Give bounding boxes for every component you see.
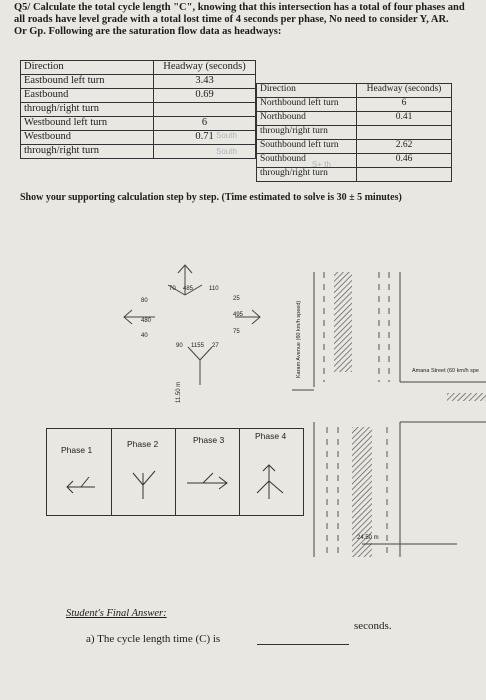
answer-line: a) The cycle length time (C) is [86,633,221,645]
cell-dir: through/right turn [21,103,154,117]
cell-dir: through/right turn [257,126,357,140]
road-plan [292,272,486,557]
vol-s-through: 1155 [191,343,204,349]
cell-val: 3.43 [154,75,256,89]
handwritten-note: South [216,147,237,156]
vol-w-mid: 480 [141,318,152,324]
phase-1-label: Phase 1 [61,445,93,455]
col-direction: Direction [21,61,154,75]
cell-dir: Westbound left turn [21,117,154,131]
vol-s-right: 27 [212,343,219,349]
phase-diagram [46,428,304,516]
answer-title: Student's Final Answer: [66,608,167,619]
cell-val: 2.62 [357,140,452,154]
headway-table-left [20,60,256,159]
cell-dir: Northbound left turn [257,98,357,112]
phase-2-label: Phase 2 [127,439,159,449]
instruction-text: Show your supporting calculation step by step. (Time estimated to solve is 30 ± 5 minutes) [20,192,402,203]
cell-dir: Westbound [21,131,154,145]
cell-val: 6 [154,117,256,131]
handwritten-note: South [216,131,237,140]
phase-arrows [47,429,303,515]
vol-e-top: 25 [233,296,240,302]
vol-w-top: 80 [141,298,148,304]
cell-dir: Eastbound left turn [21,75,154,89]
headway-table-right [256,83,452,182]
cell-dir: through/right turn [257,168,357,182]
avenue-label: Karam Avenue (60 km/h speed) [296,300,302,378]
width-horizontal: 24.50 m [357,535,379,541]
vol-n-through: 485 [183,286,194,292]
vol-e-mid: 495 [233,312,244,318]
cell-dir: Southbound [257,154,357,168]
answer-blank[interactable] [257,644,349,645]
vol-w-bot: 40 [141,333,148,339]
phase-3-label: Phase 3 [193,435,225,445]
vol-n-left: 70 [169,286,176,292]
col-headway: Headway (seconds) [154,61,256,75]
answer-unit: seconds. [354,620,392,632]
cell-val: 0.46 [357,154,452,168]
cell-dir: Southbound left turn [257,140,357,154]
question-line-2: all roads have level grade with a total lost time of 4 seconds per phase, No need to consider Y, AR. [14,14,449,25]
phase-4-label: Phase 4 [255,431,287,441]
cell-val: 0.71 [154,131,256,145]
col-direction: Direction [257,84,357,98]
vol-n-right: 110 [209,286,219,292]
street-label: Amana Street (60 km/h spe [412,368,479,374]
question-line-1: Q5/ Calculate the total cycle length "C", knowing that this intersection has a total of four phases and [14,2,465,13]
cell-val: 0.41 [357,112,452,126]
question-line-3: Or Gp. Following are the saturation flow data as headways: [14,26,282,37]
cell-dir: Eastbound [21,89,154,103]
cell-dir: through/right turn [21,145,154,159]
question-text [14,2,480,38]
cell-val: 6 [357,98,452,112]
cell-val: 0.69 [154,89,256,103]
vol-s-left: 90 [176,343,183,349]
vol-e-bot: 75 [233,329,240,335]
width-vertical: 11.50 m [176,381,182,403]
handwritten-note: S+ th [312,160,331,169]
cell-dir: Northbound [257,112,357,126]
col-headway: Headway (seconds) [357,84,452,98]
